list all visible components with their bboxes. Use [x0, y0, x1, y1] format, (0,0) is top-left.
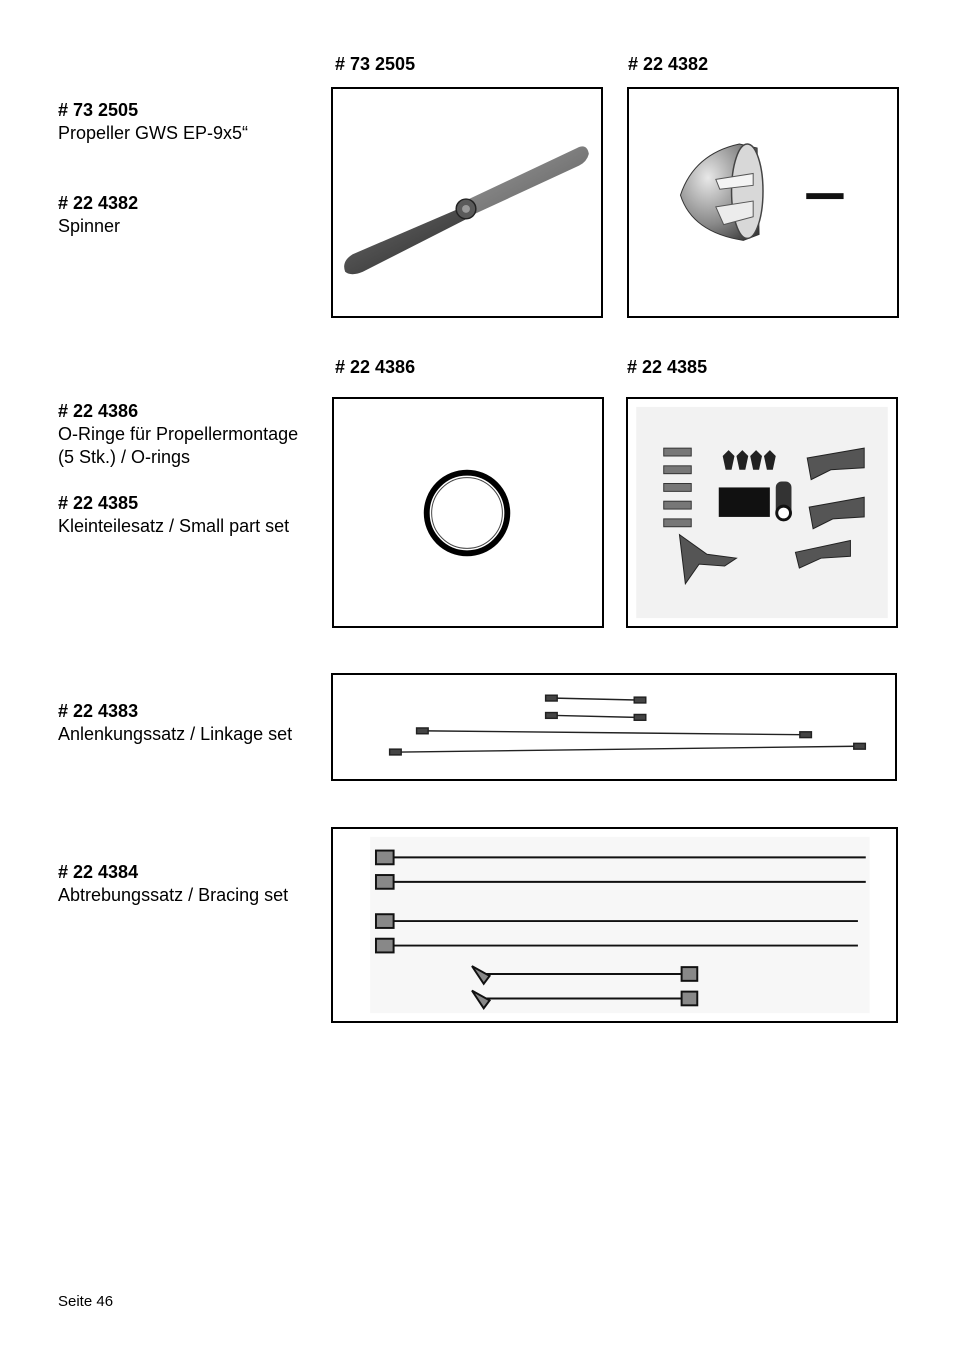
item-description: Kleinteilesatz / Small part set: [58, 516, 290, 536]
item-description: O-Ringe für Propellermontage: [58, 424, 299, 444]
item-22-4384: [58, 861, 288, 907]
item-22-4385: [58, 492, 289, 538]
item-description: (5 Stk.) / O-rings: [58, 447, 191, 467]
item-code: # 22 4385: [58, 493, 139, 513]
item-description: Spinner: [58, 216, 121, 236]
small-parts-illustration: [628, 399, 896, 626]
spinner-illustration: [629, 89, 897, 316]
orings-image: [332, 397, 604, 628]
page-number: Seite 46: [58, 1293, 114, 1310]
item-22-4382: [58, 192, 138, 238]
linkage-set-image: [331, 673, 897, 781]
propeller-image-label: # 73 2505: [335, 54, 416, 74]
linkage-set-illustration: [333, 675, 895, 779]
item-description: Propeller GWS EP-9x5“: [58, 123, 249, 143]
item-73-2505: [58, 99, 248, 145]
oring-illustration: [334, 399, 602, 626]
item-code: # 22 4384: [58, 862, 139, 882]
propeller-image: [331, 87, 603, 318]
bracing-set-illustration: [333, 829, 896, 1021]
item-22-4383: [58, 700, 292, 746]
item-22-4386: [58, 400, 298, 469]
item-code: # 22 4386: [58, 401, 139, 421]
orings-image-label: # 22 4386: [335, 357, 416, 377]
item-code: # 22 4382: [58, 193, 139, 213]
small-parts-image: [626, 397, 898, 628]
spinner-image: [627, 87, 899, 318]
item-code: # 22 4383: [58, 701, 139, 721]
spinner-image-label: # 22 4382: [628, 54, 709, 74]
propeller-illustration: [333, 89, 601, 316]
small-parts-image-label: # 22 4385: [627, 357, 708, 377]
item-description: Anlenkungssatz / Linkage set: [58, 724, 293, 744]
item-description: Abtrebungssatz / Bracing set: [58, 885, 289, 905]
item-code: # 73 2505: [58, 100, 139, 120]
bracing-set-image: [331, 827, 898, 1023]
